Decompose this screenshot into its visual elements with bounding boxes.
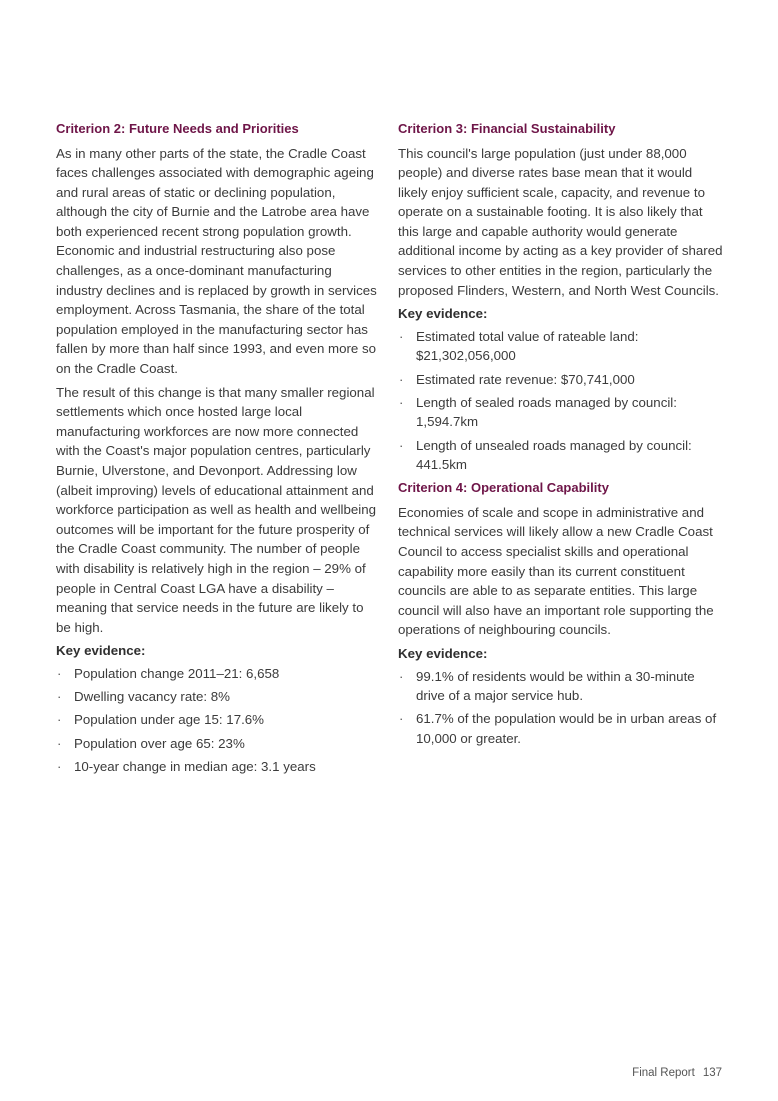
list-item: · 99.1% of residents would be within a 30-minute drive of a major service hub. [398, 667, 723, 706]
page-number: 137 [702, 1067, 722, 1079]
list-item: · Length of sealed roads managed by council: 1,594.7km [398, 393, 723, 432]
list-item: · Estimated rate revenue: $70,741,000 [398, 370, 723, 390]
list-item: · Dwelling vacancy rate: 8% [56, 687, 381, 707]
criterion-3-evidence-list [398, 327, 723, 475]
criterion-3-heading: Criterion 3: Financial Sustainability [398, 121, 616, 136]
criterion-4-heading: Criterion 4: Operational Capability [398, 480, 609, 496]
left-column [56, 119, 381, 780]
criterion-4-paragraph: Economies of scale and scope in administrative and technical services will likely allow a new Cradle Coast Council to access specialist skills and operational capability more easily than its current constituent councils are able to as separate entities. This large council will also have an important role supporting the operations of neighbouring councils. [398, 504, 714, 638]
criterion-2-evidence-list [56, 664, 381, 776]
right-column [398, 119, 723, 752]
list-item: · Length of unsealed roads managed by council: 441.5km [398, 436, 723, 475]
list-item: · Population change 2011–21: 6,658 [56, 664, 381, 684]
key-evidence-label: Key evidence: [398, 306, 488, 322]
list-item: · Population under age 15: 17.6% [56, 710, 381, 730]
list-item: · 61.7% of the population would be in urban areas of 10,000 or greater. [398, 709, 723, 748]
key-evidence-label: Key evidence: [56, 643, 146, 659]
list-item: · 10-year change in median age: 3.1 years [56, 757, 381, 777]
criterion-3-paragraph: This council's large population (just under 88,000 people) and diverse rates base mean that it would likely enjoy sufficient scale, capacity, and revenue to operate on a sustainable footing. It is also likely that this large and capable authority would generate additional income by acting as a key provider of shared services to other entities in the region, particularly the proposed Flinders, Western, and North West Councils. [398, 145, 723, 298]
criterion-4-evidence-list [398, 667, 723, 749]
key-evidence-label: Key evidence: [398, 646, 488, 662]
page-footer [632, 1066, 722, 1080]
list-item: · Population over age 65: 23% [56, 734, 381, 754]
criterion-2-paragraph-1: As in many other parts of the state, the Cradle Coast faces challenges associated with demographic ageing and rural areas of static or declining population, although the city of Burnie and the Latrobe area have both experienced recent strong population growth. Economic and industrial restructuring also pose challenges, as a once-dominant manufacturing industry declines and is replaced by growth in services employment. Across Tasmania, the share of the total population employed in the manufacturing sector has fallen by more than half since 1993, and even more so on the Cradle Coast. [56, 145, 377, 377]
list-item: · Estimated total value of rateable land: $21,302,056,000 [398, 327, 723, 366]
criterion-2-heading: Criterion 2: Future Needs and Priorities [56, 121, 299, 136]
criterion-2-paragraph-2: The result of this change is that many smaller regional settlements which once hosted large local manufacturing workforces are now more connected with the Coast's major population centres, particularly Burnie, Ulverstone, and Devonport. Addressing low (albeit improving) levels of educational attainment and workforce participation as well as health and wellbeing outcomes will be important for the future prosperity of the Cradle Coast community. The number of people with disability is relatively high in the region – 29% of people in Central Coast LGA have a disability – meaning that service needs in the future are likely to be high. [56, 384, 377, 635]
footer-label: Final Report [632, 1067, 695, 1079]
